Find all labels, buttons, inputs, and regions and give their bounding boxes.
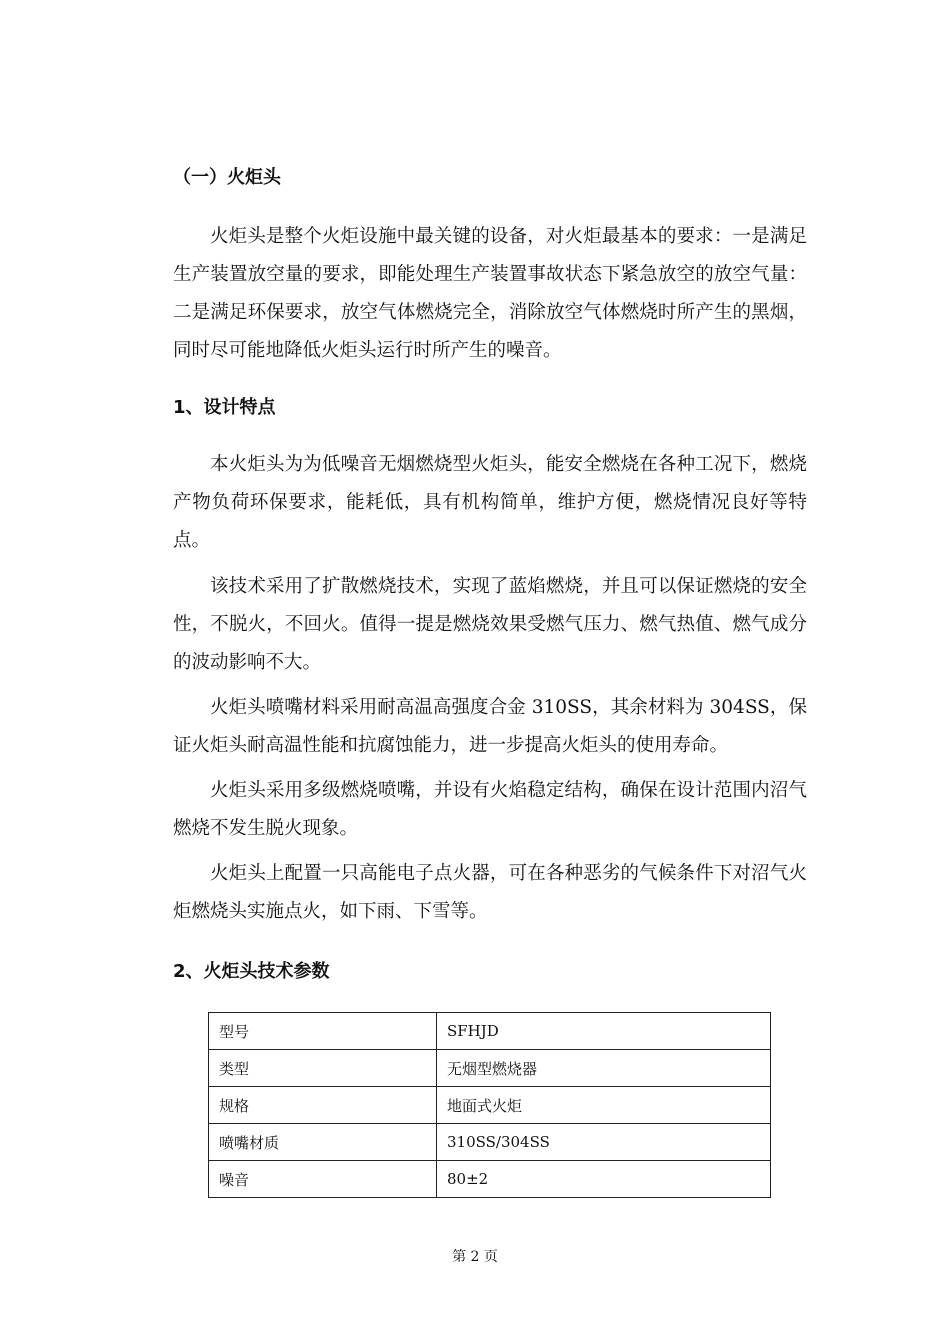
table-row bbox=[209, 1161, 771, 1198]
paragraph-igniter: 火炬头上配置一只高能电子点火器，可在各种恶劣的气候条件下对沼气火炬燃烧头实施点火，如下雨、下雪等。 bbox=[173, 863, 807, 922]
paragraph-features: 本火炬头为为低噪音无烟燃烧型火炬头，能安全燃烧在各种工况下，燃烧产物负荷环保要求，能耗低，具有机构简单，维护方便，燃烧情况良好等特点。 bbox=[173, 454, 807, 551]
subsection-title-tech-params: 2、火炬头技术参数 bbox=[173, 961, 330, 982]
spec-key-noise: 噪音 bbox=[209, 1161, 437, 1198]
spec-key-type: 类型 bbox=[209, 1050, 437, 1087]
spec-value-type: 无烟型燃烧器 bbox=[437, 1050, 771, 1087]
table-row bbox=[209, 1087, 771, 1124]
spec-value-spec: 地面式火炬 bbox=[437, 1087, 771, 1124]
table-row bbox=[209, 1013, 771, 1050]
paragraph-nozzle-material: 火炬头喷嘴材料采用耐高温高强度合金 310SS，其余材料为 304SS，保证火炬头耐高温性能和抗腐蚀能力，进一步提高火炬头的使用寿命。 bbox=[173, 697, 807, 756]
spec-key-spec: 规格 bbox=[209, 1087, 437, 1124]
intro-paragraph: 火炬头是整个火炬设施中最关键的设备，对火炬最基本的要求：一是满足生产装置放空量的要求，即能处理生产装置事故状态下紧急放空的放空气量：二是满足环保要求，放空气体燃烧完全，消除放空气体燃烧时所产生的黑烟，同时尽可能地降低火炬头运行时所产生的噪音。 bbox=[173, 226, 807, 361]
paragraph-multistage-nozzle: 火炬头采用多级燃烧喷嘴，并设有火焰稳定结构，确保在设计范围内沼气燃烧不发生脱火现象。 bbox=[173, 780, 807, 839]
table-row bbox=[209, 1050, 771, 1087]
paragraph-diffusion-combustion: 该技术采用了扩散燃烧技术，实现了蓝焰燃烧，并且可以保证燃烧的安全性，不脱火，不回火。值得一提是燃烧效果受燃气压力、燃气热值、燃气成分的波动影响不大。 bbox=[173, 576, 807, 673]
section-title: （一）火炬头 bbox=[173, 167, 281, 188]
spec-value-noise: 80±2 bbox=[437, 1161, 771, 1198]
table-row bbox=[209, 1124, 771, 1161]
spec-value-nozzle-material: 310SS/304SS bbox=[437, 1124, 771, 1161]
subsection-title-design-features: 1、设计特点 bbox=[173, 397, 276, 418]
spec-table bbox=[208, 1012, 771, 1198]
spec-value-model: SFHJD bbox=[437, 1013, 771, 1050]
spec-key-model: 型号 bbox=[209, 1013, 437, 1050]
spec-key-nozzle-material: 喷嘴材质 bbox=[209, 1124, 437, 1161]
page-number: 第 2 页 bbox=[452, 1249, 498, 1265]
